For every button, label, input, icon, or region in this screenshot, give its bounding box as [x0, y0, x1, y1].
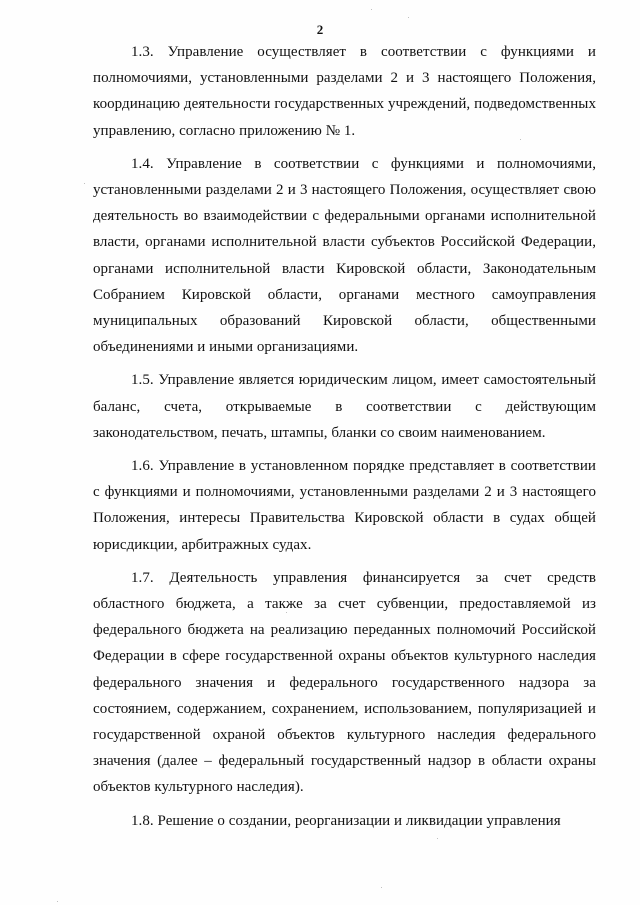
- paragraph-number: 1.7.: [131, 569, 154, 586]
- paragraph-text: Управление осуществляет в соответствии с функциями и полномочиями, установленными разделами 2 и 3 настоящего Положения, координацию деятельности государственных учреждений, подведомственных управлению, согласно приложению № 1.: [93, 44, 596, 139]
- scan-speck: [84, 183, 85, 184]
- paragraph-text: Управление в установленном порядке представляет в соответствии с функциями и полномочиями, установленными разделами 2 и 3 настоящего Положения, интересы Правительства Кировской области в судах общей юрисдикции, арбитражных судах.: [93, 458, 596, 553]
- paragraph-number: 1.8.: [131, 812, 154, 829]
- document-body: [93, 39, 596, 834]
- paragraph-number: 1.3.: [131, 44, 154, 60]
- scan-speck: [437, 838, 438, 839]
- scan-speck: [371, 9, 372, 10]
- paragraph-text: Управление является юридическим лицом, имеет самостоятельный баланс, счета, открываемые в соответствии с действующим законодательством, печать, штампы, бланки со своим наименованием.: [93, 372, 596, 441]
- paragraph-1-4: [93, 151, 596, 361]
- paragraph-1-7: [93, 565, 596, 801]
- paragraph-1-6: [93, 453, 596, 558]
- paragraph-1-5: [93, 367, 596, 446]
- page-number: 2: [316, 22, 324, 37]
- scan-speck: [381, 887, 382, 888]
- paragraph-1-3: [93, 39, 596, 144]
- paragraph-text: Деятельность управления финансируется за счет средств областного бюджета, а также за счет субвенции, предоставляемой из федерального бюджета на реализацию переданных полномочий Российской Федерации в сфере государственной охраны объектов культурного наследия федерального значения и федерального государственного надзора за состоянием, содержанием, сохранением, использованием, популяризацией и государственной охраной объектов культурного наследия федерального значения (далее – федеральный государственный надзор в области охраны объектов культурного наследия).: [93, 569, 596, 796]
- paragraph-1-8: [93, 808, 596, 834]
- paragraph-number: 1.6.: [131, 458, 154, 475]
- paragraph-text: Решение о создании, реорганизации и ликвидации управления: [157, 812, 561, 829]
- scan-speck: [408, 17, 409, 18]
- paragraph-number: 1.5.: [131, 372, 154, 389]
- paragraph-number: 1.4.: [131, 155, 154, 172]
- paragraph-text: Управление в соответствии с функциями и полномочиями, установленными разделами 2 и 3 настоящего Положения, осуществляет свою деятельность во взаимодействии с федеральными органами исполнительной власти, органами исполнительной власти субъектов Российской Федерации, органами исполнительной власти Кировской области, Законодательным Собранием Кировской области, органами местного самоуправления муниципальных образований Кировской области, общественными объединениями и иными организациями.: [93, 155, 596, 356]
- scan-speck: [57, 901, 58, 902]
